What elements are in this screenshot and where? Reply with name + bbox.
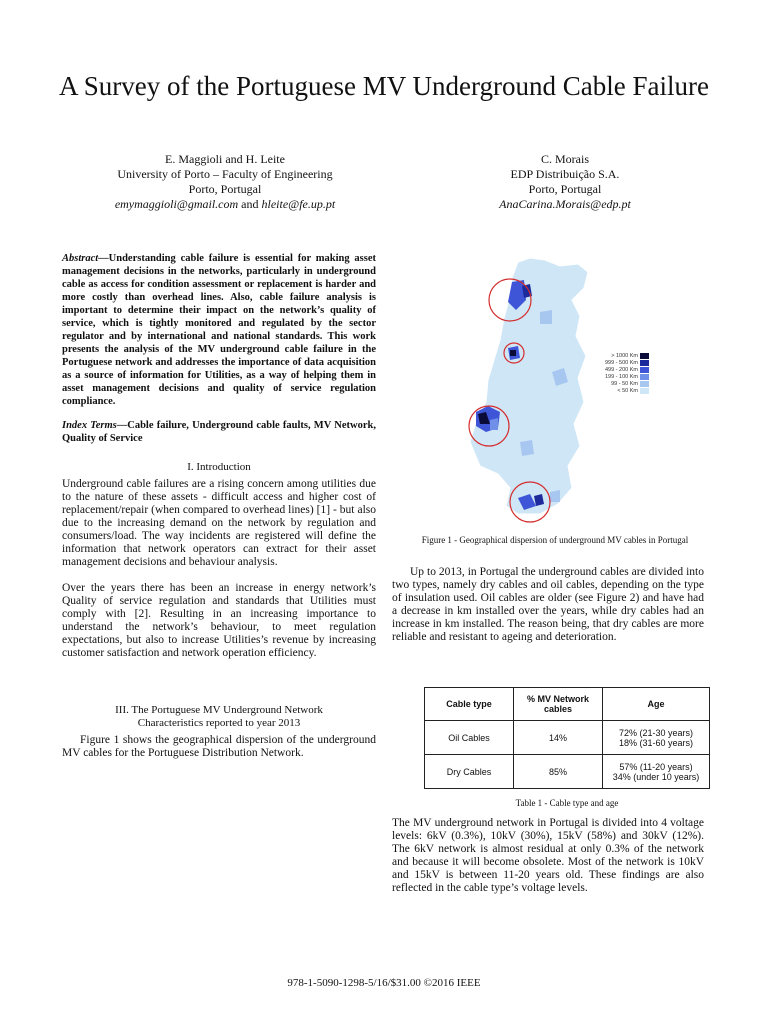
section3-paragraph-1: Figure 1 shows the geographical dispersion of the underground MV cables for the Portuguese Distribution Network. bbox=[62, 734, 376, 759]
figure1-caption: Figure 1 - Geographical dispersion of underground MV cables in Portugal bbox=[421, 535, 689, 545]
table-cell: Dry Cables bbox=[425, 755, 514, 789]
legend-label: 499 - 200 Km bbox=[604, 366, 638, 373]
figure1-map bbox=[460, 252, 660, 527]
table-header-cell: % MV Network cables bbox=[514, 688, 603, 721]
table-cell: 72% (21-30 years) 18% (31-60 years) bbox=[603, 721, 710, 755]
legend-entry bbox=[600, 387, 660, 394]
intro-paragraph-1: Underground cable failures are a rising concern among utilities due to the nature of these assets - difficult access and higher cost of replacement/repair (when compared to overhead lines) [1] - but also due to the increasing demand on the network by regulation and consumers/load. The way incidents are registered will define the information that network operators can extract for their asset management decisions and behaviour analysis. bbox=[62, 478, 376, 568]
legend-swatch bbox=[640, 353, 649, 359]
legend-entry bbox=[600, 373, 660, 380]
author-affiliation: University of Porto – Faculty of Engineering bbox=[117, 167, 333, 181]
author-location: Porto, Portugal bbox=[188, 182, 262, 196]
index-terms: Index Terms—Cable failure, Underground cable faults, MV Network, Quality of Service bbox=[62, 420, 376, 444]
author-block-2 bbox=[430, 152, 700, 212]
legend-swatch bbox=[640, 367, 649, 373]
table-cell: 14% bbox=[514, 721, 603, 755]
author-email[interactable]: AnaCarina.Morais@edp.pt bbox=[499, 197, 631, 211]
legend-label: 199 - 100 Km bbox=[604, 373, 638, 380]
abstract: Abstract—Understanding cable failure is essential for making asset management decisions in the networks, particularly in underground cable as access for condition assessment or replacement is harder and more costly than overhead lines. Also, cable failure analysis is important to determine their impact on the network’s quality of service, which is tightly monitored and regulated by the sector regulator and by international and national standards. This work presents the analysis of the MV underground cable failure in the Portuguese network and addresses the importance of data acquisition as a source of information for Utilities, as a way of helping them in asset management decisions and quality of service regulation compliance. bbox=[62, 253, 376, 407]
legend-swatch bbox=[640, 381, 649, 387]
left-column bbox=[62, 252, 376, 760]
section-heading-3: III. The Portuguese MV Underground Network Characteristics reported to year 2013 bbox=[115, 704, 323, 729]
index-terms-label: Index Terms bbox=[62, 420, 117, 431]
legend-label: 999 - 500 Km bbox=[604, 359, 638, 366]
legend-label: 99 - 50 Km bbox=[611, 380, 638, 387]
map-legend bbox=[600, 352, 660, 394]
legend-swatch bbox=[640, 360, 649, 366]
legend-label: < 50 Km bbox=[617, 387, 638, 394]
right-paragraph-2: The MV underground network in Portugal is divided into 4 voltage levels: 6kV (0.3%), 10kV (30%), 15kV (58%) and 30kV (12%). The 6kV network is almost residual at only 0.3% of the network and because it will become obsolete. Most of the network is 10kV and 15kV is between 11-20 years old. These findings are also reflected in the cable type’s voltage levels. bbox=[392, 817, 704, 894]
legend-entry bbox=[600, 380, 660, 387]
table-header-cell: Age bbox=[603, 688, 710, 721]
author-affiliation: EDP Distribuição S.A. bbox=[510, 167, 620, 181]
author-emails: emymaggioli@gmail.com and hleite@fe.up.pt bbox=[114, 197, 336, 211]
legend-entry bbox=[600, 366, 660, 373]
right-paragraph-1: Up to 2013, in Portugal the underground cables are divided into two types, namely dry cables and oil cables, depending on the type of insulation used. Oil cables are older (see Figure 2) and have had a decrease in km installed over the years, while dry cables had an increase in km installed. The reason being, that dry cables are more reliable and resistant to ageing and deterioration. bbox=[392, 566, 704, 643]
legend-entry bbox=[600, 352, 660, 359]
copyright-footer: 978-1-5090-1298-5/16/$31.00 ©2016 IEEE bbox=[287, 977, 481, 989]
author-block-1 bbox=[60, 152, 390, 212]
author-names: E. Maggioli and H. Leite bbox=[165, 152, 285, 166]
table-cell: Oil Cables bbox=[425, 721, 514, 755]
section-heading-introduction: I. Introduction bbox=[187, 461, 251, 473]
table-cell: 57% (11-20 years) 34% (under 10 years) bbox=[603, 755, 710, 789]
author-email[interactable]: hleite@fe.up.pt bbox=[261, 197, 336, 211]
paper-title: A Survey of the Portuguese MV Underground Cable Failure bbox=[59, 71, 709, 101]
table-row bbox=[425, 721, 710, 755]
table-header-cell: Cable type bbox=[425, 688, 514, 721]
author-location: Porto, Portugal bbox=[528, 182, 602, 196]
author-email[interactable]: emymaggioli@gmail.com bbox=[114, 197, 239, 211]
table-cell: 85% bbox=[514, 755, 603, 789]
intro-paragraph-2: Over the years there has been an increase in energy network’s Quality of service regulation and standards that Utilities must comply with [2]. Resulting in an increasing importance to understand the network’s behaviour, to meet regulation expectations, but also to increase Utilities’s revenue by increasing customer satisfaction and network operation efficiency. bbox=[62, 582, 376, 659]
legend-swatch bbox=[640, 388, 649, 394]
table1-caption: Table 1 - Cable type and age bbox=[515, 798, 619, 808]
legend-swatch bbox=[640, 374, 649, 380]
table-row bbox=[425, 755, 710, 789]
table-header-row bbox=[425, 688, 710, 721]
abstract-label: Abstract bbox=[62, 253, 99, 264]
author-names: C. Morais bbox=[541, 152, 589, 166]
legend-entry bbox=[600, 359, 660, 366]
table1 bbox=[424, 687, 710, 789]
legend-label: > 1000 Km bbox=[611, 352, 638, 359]
